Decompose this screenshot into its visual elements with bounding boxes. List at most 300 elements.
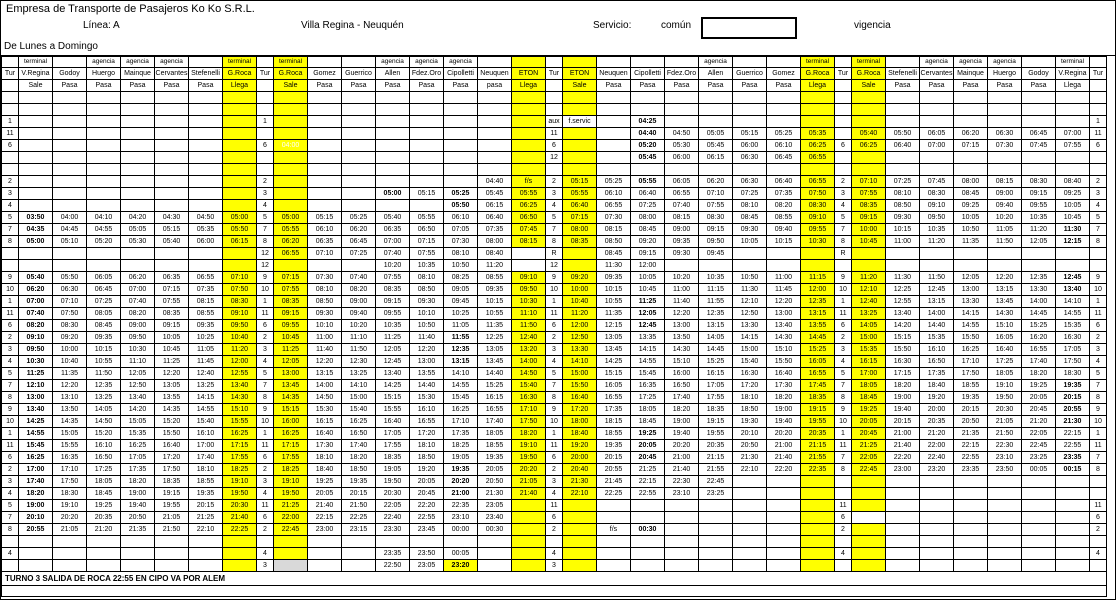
time-cell: 22:30 [665,476,699,488]
time-cell [699,92,733,104]
time-cell: 06:50 [410,224,444,236]
time-cell [597,104,631,116]
time-cell: 20:45 [410,488,444,500]
time-cell: 11:15 [801,272,835,284]
time-cell: 14:40 [410,380,444,392]
col-sub-label: Pasa [597,80,631,92]
time-cell [121,560,155,572]
tur-cell: 2 [257,464,274,476]
time-cell: 05:00 [274,212,308,224]
time-cell: 10:00 [852,224,886,236]
time-cell: 08:50 [597,236,631,248]
time-cell: 14:10 [444,368,478,380]
time-cell: 16:40 [376,416,410,428]
tur-cell: 2 [835,176,852,188]
time-cell: 20:35 [801,428,835,440]
tur-cell: 11 [1090,500,1107,512]
time-cell: 21:00 [665,452,699,464]
time-cell: 19:40 [767,416,801,428]
time-cell: 05:15 [733,128,767,140]
time-cell: 09:35 [478,284,512,296]
time-cell: 05:35 [801,128,835,140]
time-cell: 09:15 [699,224,733,236]
time-cell: 08:15 [512,236,546,248]
time-cell: 08:20 [342,284,376,296]
tur-cell [546,164,563,176]
time-cell: 05:00 [19,236,53,248]
time-cell: 07:10 [699,188,733,200]
time-cell: 14:55 [954,320,988,332]
time-cell [342,176,376,188]
time-cell: 19:10 [53,500,87,512]
tur-cell: 2 [257,332,274,344]
tur-cell: 8 [1090,392,1107,404]
tur-cell [1090,488,1107,500]
tur-cell: 6 [257,512,274,524]
time-cell: 14:00 [512,356,546,368]
time-cell: 10:45 [155,344,189,356]
time-cell: 11:05 [444,320,478,332]
time-cell: 13:00 [410,356,444,368]
time-cell: 10:40 [563,296,597,308]
time-cell: 12:20 [410,344,444,356]
time-cell: 20:45 [631,452,665,464]
time-cell [189,140,223,152]
time-cell: 21:05 [512,476,546,488]
time-cell: 04:45 [53,224,87,236]
time-cell [53,536,87,548]
tur-cell: 3 [257,476,274,488]
tur-cell: 1 [1090,296,1107,308]
time-cell: 12:05 [274,356,308,368]
time-cell: 12:20 [308,356,342,368]
col-sub-label: Pasa [308,80,342,92]
tur-cell: 6 [257,320,274,332]
time-cell: 08:20 [767,200,801,212]
time-cell [274,152,308,164]
time-cell: 06:40 [886,140,920,152]
time-cell: 22:00 [274,512,308,524]
time-cell: 07:00 [121,284,155,296]
time-cell [733,260,767,272]
time-cell: 13:15 [988,284,1022,296]
time-cell: 09:50 [920,212,954,224]
time-cell: 11:20 [920,236,954,248]
time-cell: 11:00 [886,236,920,248]
tur-cell: R [835,248,852,260]
tur-cell: 4 [546,488,563,500]
time-cell: 20:00 [563,452,597,464]
time-cell: 10:45 [631,284,665,296]
time-cell [308,176,342,188]
time-cell [988,260,1022,272]
time-cell: 21:05 [53,524,87,536]
time-cell: 18:05 [852,380,886,392]
time-cell: 06:20 [121,272,155,284]
time-cell: 12:15 [1056,236,1090,248]
col-group-label: terminal [274,57,308,68]
time-cell [767,92,801,104]
time-cell: 10:25 [189,332,223,344]
time-cell: 06:35 [155,272,189,284]
time-cell: 09:35 [665,236,699,248]
col-group-label: agencia [988,57,1022,68]
time-cell: 10:10 [410,308,444,320]
time-cell: 17:05 [121,452,155,464]
col-sub-label: Pasa [665,80,699,92]
time-cell [342,116,376,128]
time-cell: 10:05 [1056,200,1090,212]
time-cell [342,128,376,140]
time-cell: 07:15 [410,236,444,248]
tur-cell: 7 [835,224,852,236]
time-cell: 06:15 [223,236,257,248]
time-cell [512,560,546,572]
time-cell [733,548,767,560]
time-cell [886,536,920,548]
time-cell: 22:45 [852,464,886,476]
time-cell [988,152,1022,164]
time-cell: 10:55 [478,308,512,320]
tur-cell [835,260,852,272]
time-cell: 21:40 [308,500,342,512]
tur-cell: 3 [2,188,19,200]
tur-cell: 6 [835,320,852,332]
time-cell: 08:10 [444,248,478,260]
time-cell: 20:05 [478,464,512,476]
time-cell: 18:55 [189,476,223,488]
time-cell: 19:25 [852,404,886,416]
time-cell: 07:50 [801,188,835,200]
time-cell [376,200,410,212]
time-cell: 19:40 [886,404,920,416]
time-cell: 06:55 [274,248,308,260]
tur-cell: 9 [257,404,274,416]
time-cell [274,200,308,212]
time-cell [342,560,376,572]
time-cell: 15:20 [155,416,189,428]
time-cell [19,164,53,176]
col-sub-label: Llega [512,80,546,92]
col-sub-label: Sale [852,80,886,92]
tur-cell: 2 [546,176,563,188]
time-cell: 11:25 [631,296,665,308]
time-cell: 06:20 [342,224,376,236]
time-cell: 21:00 [886,428,920,440]
time-cell: 18:20 [1022,368,1056,380]
time-cell [121,188,155,200]
time-cell [87,152,121,164]
time-cell: 15:35 [920,332,954,344]
time-cell: 16:50 [920,356,954,368]
tur-cell: 10 [546,284,563,296]
time-cell: 16:55 [410,416,444,428]
tur-cell: 12 [546,152,563,164]
tur-cell: 3 [257,344,274,356]
tur-cell: 4 [546,200,563,212]
time-cell [274,548,308,560]
time-cell [563,524,597,536]
time-cell: 19:05 [444,452,478,464]
time-cell: 10:30 [512,296,546,308]
col-sub-label: Llega [801,80,835,92]
time-cell: 12:50 [121,380,155,392]
time-cell: 10:50 [954,224,988,236]
tur-cell: 11 [546,440,563,452]
col-station-label: Cipolletti [444,68,478,80]
time-cell: 06:40 [478,212,512,224]
time-cell: 14:55 [1056,308,1090,320]
time-cell: 14:50 [87,416,121,428]
time-cell [121,260,155,272]
time-cell [801,560,835,572]
vigencia-label: vigencia [854,20,891,31]
tur-cell: 9 [2,404,19,416]
time-cell: 11:30 [1056,224,1090,236]
time-cell: 12:45 [631,320,665,332]
time-cell: 05:00 [223,212,257,224]
time-cell [19,548,53,560]
time-cell: 05:00 [376,188,410,200]
time-cell [1022,92,1056,104]
time-cell: 23:10 [665,488,699,500]
col-group-label [2,57,19,68]
time-cell: 08:35 [155,308,189,320]
time-cell [376,164,410,176]
tur-cell: 6 [835,512,852,524]
time-cell: 06:15 [699,152,733,164]
time-cell [886,248,920,260]
time-cell: 22:05 [376,500,410,512]
time-cell: 15:40 [189,416,223,428]
time-cell: 13:30 [563,344,597,356]
time-cell: 20:05 [410,476,444,488]
col-group-label [308,57,342,68]
time-cell [767,524,801,536]
time-cell [954,92,988,104]
time-cell: 12:00 [223,356,257,368]
time-cell: 20:45 [1022,404,1056,416]
time-cell: 08:00 [631,212,665,224]
time-cell: 18:20 [767,392,801,404]
time-cell [274,560,308,572]
tur-cell: 8 [2,524,19,536]
time-cell: 18:50 [733,404,767,416]
time-cell: 22:40 [920,452,954,464]
time-cell: 08:20 [121,308,155,320]
time-cell: 16:15 [308,416,342,428]
time-cell: 05:55 [410,212,444,224]
time-cell: 19:50 [376,476,410,488]
tur-cell: 11 [1090,440,1107,452]
time-cell: 21:50 [155,524,189,536]
time-cell: 21:20 [920,428,954,440]
time-cell [852,488,886,500]
time-cell [308,560,342,572]
time-cell [87,140,121,152]
time-cell: 14:05 [87,404,121,416]
col-group-label: agencia [920,57,954,68]
tur-cell: 8 [1090,236,1107,248]
service-value: común [661,20,692,31]
time-cell: 14:10 [342,380,376,392]
time-cell: 15:00 [342,392,376,404]
time-cell [189,128,223,140]
time-cell: 21:55 [801,452,835,464]
time-cell: 21:40 [223,512,257,524]
time-cell: 21:05 [155,512,189,524]
time-cell: 22:55 [954,452,988,464]
tur-cell [835,476,852,488]
time-cell [733,92,767,104]
time-cell [308,188,342,200]
time-cell [410,92,444,104]
time-cell: 21:50 [988,428,1022,440]
tur-cell [2,560,19,572]
time-cell [767,500,801,512]
time-cell: 10:15 [767,236,801,248]
tur-cell: 11 [2,128,19,140]
tur-cell: 2 [2,332,19,344]
time-cell: 00:30 [478,524,512,536]
time-cell: 20:35 [920,416,954,428]
time-cell: 06:55 [801,176,835,188]
time-cell: 05:05 [121,224,155,236]
time-cell: 19:10 [512,440,546,452]
time-cell: 14:35 [53,416,87,428]
time-cell: 13:40 [1056,284,1090,296]
col-station-label: Guerrico [342,68,376,80]
time-cell: 09:40 [342,308,376,320]
time-cell: 20:35 [87,512,121,524]
time-cell: 09:55 [1022,200,1056,212]
time-cell [665,104,699,116]
tur-cell [257,152,274,164]
time-cell [121,128,155,140]
time-cell [563,152,597,164]
time-cell [155,128,189,140]
time-cell [512,116,546,128]
time-cell [597,536,631,548]
time-cell [155,92,189,104]
col-station-label: Guerrico [733,68,767,80]
time-cell: 18:40 [308,464,342,476]
time-cell: 20:20 [53,512,87,524]
time-cell: 17:05 [699,380,733,392]
time-cell: 10:40 [223,332,257,344]
time-cell [87,92,121,104]
time-cell: 14:50 [308,392,342,404]
time-cell: 14:25 [19,416,53,428]
time-cell: 15:00 [563,368,597,380]
col-sub-label: Pasa [988,80,1022,92]
time-cell: 04:00 [53,212,87,224]
time-cell: 12:05 [376,344,410,356]
time-cell: 08:10 [308,284,342,296]
tur-cell: 10 [257,284,274,296]
time-cell [121,548,155,560]
time-cell [920,164,954,176]
time-cell [1022,116,1056,128]
time-cell [920,536,954,548]
time-cell: 09:50 [223,320,257,332]
time-cell: 08:20 [19,320,53,332]
time-cell: 10:00 [563,284,597,296]
col-station-label: V.Regina [1056,68,1090,80]
tur-cell: 1 [2,296,19,308]
tur-cell: 4 [2,548,19,560]
time-cell [512,548,546,560]
time-cell [801,260,835,272]
time-cell: 17:00 [19,464,53,476]
time-cell: 20:20 [512,464,546,476]
time-cell: 22:45 [699,476,733,488]
time-cell: 19:00 [121,488,155,500]
time-cell [478,116,512,128]
time-cell: 06:10 [308,224,342,236]
service-input-box[interactable] [701,17,797,39]
time-cell: 07:30 [988,140,1022,152]
col-group-label: terminal [801,57,835,68]
company-title: Empresa de Transporte de Pasajeros Ko Ko S.R.L. [6,3,255,15]
col-group-label: agencia [444,57,478,68]
time-cell [87,116,121,128]
time-cell: 09:50 [121,332,155,344]
time-cell: 12:20 [53,380,87,392]
time-cell: 20:15 [597,452,631,464]
time-cell: 00:15 [1056,464,1090,476]
tur-cell: 9 [1090,404,1107,416]
time-cell [155,260,189,272]
time-cell: 23:50 [410,548,444,560]
time-cell [444,116,478,128]
col-station-label: Gomez [308,68,342,80]
tur-cell [546,104,563,116]
time-cell: 06:55 [597,200,631,212]
time-cell: 08:45 [597,248,631,260]
time-cell: 18:10 [308,452,342,464]
time-cell [1022,152,1056,164]
time-cell [852,152,886,164]
time-cell: 17:40 [189,452,223,464]
time-cell: 05:45 [631,152,665,164]
time-cell: 13:40 [223,380,257,392]
tur-cell [2,536,19,548]
time-cell: f/s [597,524,631,536]
time-cell: 20:15 [189,500,223,512]
col-sub-label: Pasa [920,80,954,92]
time-cell: 12:40 [512,332,546,344]
time-cell: 19:50 [988,392,1022,404]
time-cell: 14:55 [444,380,478,392]
time-cell: 10:05 [733,236,767,248]
time-cell: 13:55 [155,392,189,404]
time-cell: 12:45 [1056,272,1090,284]
time-cell [852,260,886,272]
time-cell: 07:25 [342,248,376,260]
time-cell [563,92,597,104]
time-cell [801,512,835,524]
col-sub-label: Pasa [699,80,733,92]
time-cell [767,512,801,524]
time-cell: 11:45 [767,284,801,296]
time-cell [53,260,87,272]
time-cell: 21:25 [852,440,886,452]
time-cell: 08:00 [563,224,597,236]
time-cell [733,512,767,524]
time-cell: 13:35 [631,332,665,344]
tur-cell: 6 [2,320,19,332]
